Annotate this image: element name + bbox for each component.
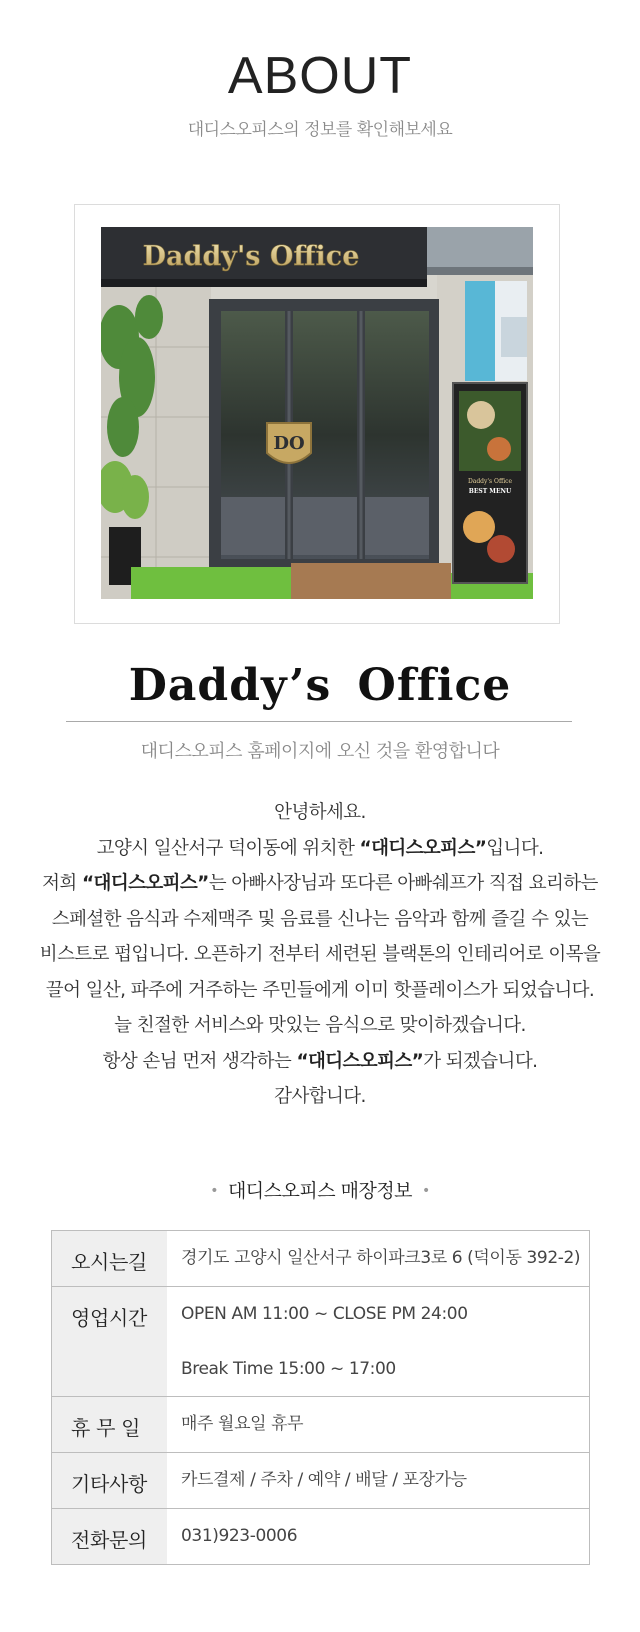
intro-line — [0, 795, 640, 831]
intro-line — [0, 937, 640, 973]
hours-text: OPEN AM 11:00 ~ CLOSE PM 24:00 — [181, 1304, 468, 1324]
intro-line-text: 입니다. — [486, 837, 544, 859]
storefront-photo-frame — [74, 204, 560, 624]
intro-line-text: 스페셜한 음식과 수제맥주 및 음료를 신나는 음악과 함께 즐길 수 있는 — [51, 908, 589, 930]
intro-line-text: 끌어 일산, 파주에 거주하는 주민들에게 이미 핫플레이스가 되었습니다. — [45, 979, 595, 1001]
intro-text — [0, 795, 640, 1115]
intro-line — [0, 902, 640, 938]
table-row-hours — [52, 1287, 589, 1397]
intro-line — [0, 1079, 640, 1115]
row-label: 오시는길 — [52, 1231, 167, 1286]
intro-brand-emphasis: “대디스오피스” — [81, 873, 209, 894]
closed-days-text: 매주 월요일 휴무 — [181, 1414, 304, 1434]
intro-line — [0, 1008, 640, 1044]
store-info-table — [51, 1230, 590, 1565]
row-label: 전화문의 — [52, 1509, 167, 1564]
row-value — [167, 1231, 589, 1286]
intro-brand-emphasis: “대디스오피스” — [296, 1050, 424, 1072]
row-label: 영업시간 — [52, 1287, 167, 1396]
intro-line — [0, 973, 640, 1009]
bullet-dot: • — [422, 1183, 430, 1199]
row-value — [167, 1287, 589, 1396]
services-text: 카드결제 / 주차 / 예약 / 배달 / 포장가능 — [181, 1470, 467, 1490]
intro-line — [0, 866, 640, 902]
row-value — [167, 1397, 589, 1452]
intro-line-text: 항상 손님 먼저 생각하는 — [102, 1050, 297, 1072]
poster-subtitle: BEST MENU — [468, 488, 512, 495]
intro-line — [0, 831, 640, 867]
door-logo-text: DO — [273, 433, 305, 454]
store-info-title — [0, 1176, 640, 1203]
intro-line — [0, 1044, 640, 1080]
table-row-phone — [52, 1509, 589, 1565]
storefront-sign-text: Daddy's Office — [142, 241, 360, 272]
table-row-closed-days — [52, 1397, 589, 1453]
divider — [66, 721, 572, 722]
page-subtitle: 대디스오피스의 정보를 확인해보세요 — [187, 120, 453, 140]
row-value — [167, 1509, 589, 1564]
intro-brand-emphasis: “대디스오피스” — [359, 837, 487, 859]
page-title: ABOUT — [227, 47, 413, 105]
brand-name: Daddy’s Office — [128, 660, 512, 711]
intro-line-text: 는 아빠사장님과 또다른 아빠쉐프가 직접 요리하는 — [208, 873, 598, 894]
intro-line-text: 비스트로 펍입니다. 오픈하기 전부터 세련된 블랙톤의 인테리어로 이목을 — [39, 944, 601, 965]
intro-line-text: 감사합니다. — [274, 1086, 366, 1107]
address-text: 경기도 고양시 일산서구 하이파크3로 6 (덕이동 392-2) — [181, 1248, 581, 1268]
table-row-address — [52, 1231, 589, 1287]
intro-line-text: 고양시 일산서구 덕이동에 위치한 — [96, 837, 360, 859]
break-time-text: Break Time 15:00 ~ 17:00 — [181, 1359, 396, 1379]
table-row-etc — [52, 1453, 589, 1509]
row-label: 휴 무 일 — [52, 1397, 167, 1452]
intro-line-text: 안녕하세요. — [274, 802, 366, 823]
storefront-photo — [101, 227, 533, 599]
row-label: 기타사항 — [52, 1453, 167, 1508]
bullet-dot: • — [210, 1183, 218, 1199]
row-value — [167, 1453, 589, 1508]
welcome-text: 대디스오피스 홈페이지에 오신 것을 환영합니다 — [140, 741, 500, 762]
intro-line-text: 늘 친절한 서비스와 맛있는 음식으로 맞이하겠습니다. — [114, 1015, 526, 1036]
poster-title: Daddy's Office — [467, 478, 513, 485]
store-info-title-text: 대디스오피스 매장정보 — [227, 1180, 413, 1202]
phone-number: 031)923-0006 — [181, 1526, 298, 1546]
intro-line-text: 가 되겠습니다. — [423, 1050, 538, 1072]
intro-line-text: 저희 — [42, 873, 82, 894]
